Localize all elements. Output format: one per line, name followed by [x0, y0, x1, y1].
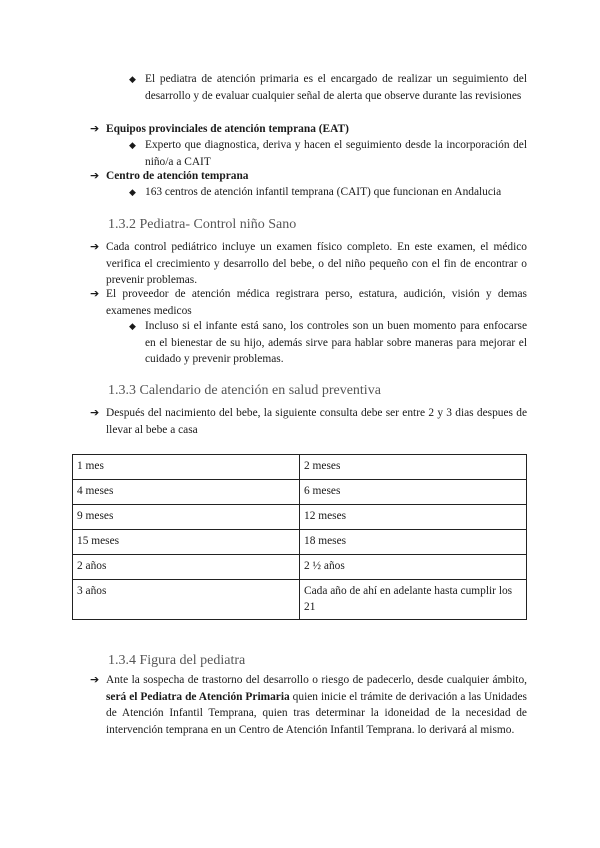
table-row: [73, 555, 527, 580]
list-item: [90, 286, 527, 319]
table-cell: 2 años: [73, 555, 300, 580]
section-heading: 1.3.4 Figura del pediatra: [108, 653, 246, 668]
list-item-text: Experto que diagnostica, deriva y hacen el seguimiento desde la incorporación del niño/a a CAIT: [145, 139, 527, 168]
emphasis-text: será el Pediatra de Atención Primaria: [106, 690, 290, 703]
arrow-bullet-icon: ➔: [90, 169, 100, 182]
diamond-bullet-icon: ◆: [129, 141, 136, 151]
table-row: [73, 480, 527, 505]
table-cell: 3 años: [73, 580, 300, 620]
table-cell: 2 ½ años: [300, 555, 527, 580]
list-item: [90, 672, 527, 738]
diamond-bullet-icon: ◆: [129, 188, 136, 198]
list-item-text: Equipos provinciales de atención temprana (EAT): [106, 123, 349, 135]
list-item-text: El proveedor de atención médica registrara perso, estatura, audición, visión y demas examenes medicos: [106, 288, 527, 317]
arrow-bullet-icon: ➔: [90, 287, 100, 300]
list-item: [90, 168, 527, 185]
list-item: [129, 71, 527, 104]
list-item: [90, 121, 527, 138]
list-item: [129, 184, 527, 202]
diamond-bullet-icon: ◆: [129, 322, 136, 332]
list-item: [129, 137, 527, 170]
list-item-text: [106, 672, 527, 738]
table-row: [73, 455, 527, 480]
list-item-text: Cada control pediátrico incluye un examen físico completo. En este examen, el médico verifica el crecimiento y desarrollo del bebe, o del niño pequeño con el fin de encontrar o prevenir problemas.: [106, 241, 527, 286]
list-item: [90, 405, 527, 438]
table-cell: 2 meses: [300, 455, 527, 480]
list-item-text: 163 centros de atención infantil temprana (CAIT) que funcionan en Andalucia: [145, 186, 502, 198]
table-row: [73, 530, 527, 555]
table-cell: 15 meses: [73, 530, 300, 555]
table-cell: 9 meses: [73, 505, 300, 530]
arrow-bullet-icon: ➔: [90, 122, 100, 135]
list-item-text: Centro de atención temprana: [106, 170, 249, 182]
list-item: [90, 239, 527, 289]
table-cell: 4 meses: [73, 480, 300, 505]
table-row: [73, 505, 527, 530]
table-cell: 18 meses: [300, 530, 527, 555]
schedule-table: [72, 454, 527, 620]
table-cell: 1 mes: [73, 455, 300, 480]
section-heading: 1.3.2 Pediatra- Control niño Sano: [108, 217, 297, 232]
table-cell: 12 meses: [300, 505, 527, 530]
table-cell: 6 meses: [300, 480, 527, 505]
list-item: [129, 318, 527, 368]
section-heading: 1.3.3 Calendario de atención en salud preventiva: [108, 383, 381, 398]
paragraph-text: quien inicie el trámite de derivación a las Unidades de Atención Infantil Temprana, quien tras determinar la idoneidad de la necesidad de intervención temprana en un Centro de Atención Infantil Temprana. lo derivará al mismo.: [106, 690, 527, 736]
arrow-bullet-icon: ➔: [90, 406, 100, 419]
list-item-text: Incluso si el infante está sano, los controles son un buen momento para enfocarse en el bienestar de su hijo, además sirve para hablar sobre maneras para mejorar el cuidado y prevenir problemas.: [145, 320, 527, 365]
diamond-bullet-icon: ◆: [129, 75, 136, 85]
arrow-bullet-icon: ➔: [90, 673, 100, 686]
arrow-bullet-icon: ➔: [90, 240, 100, 253]
list-item-text: El pediatra de atención primaria es el encargado de realizar un seguimiento del desarrollo y de evaluar cualquier señal de alerta que observe durante las revisiones: [145, 73, 527, 102]
list-item-text: Después del nacimiento del bebe, la siguiente consulta debe ser entre 2 y 3 dias despues de llevar al bebe a casa: [106, 407, 527, 436]
paragraph-text: Ante la sospecha de trastorno del desarrollo o riesgo de padecerlo, desde cualquier ámbito,: [106, 674, 527, 686]
table-cell: Cada año de ahí en adelante hasta cumplir los 21: [300, 580, 527, 620]
table-row: [73, 580, 527, 620]
